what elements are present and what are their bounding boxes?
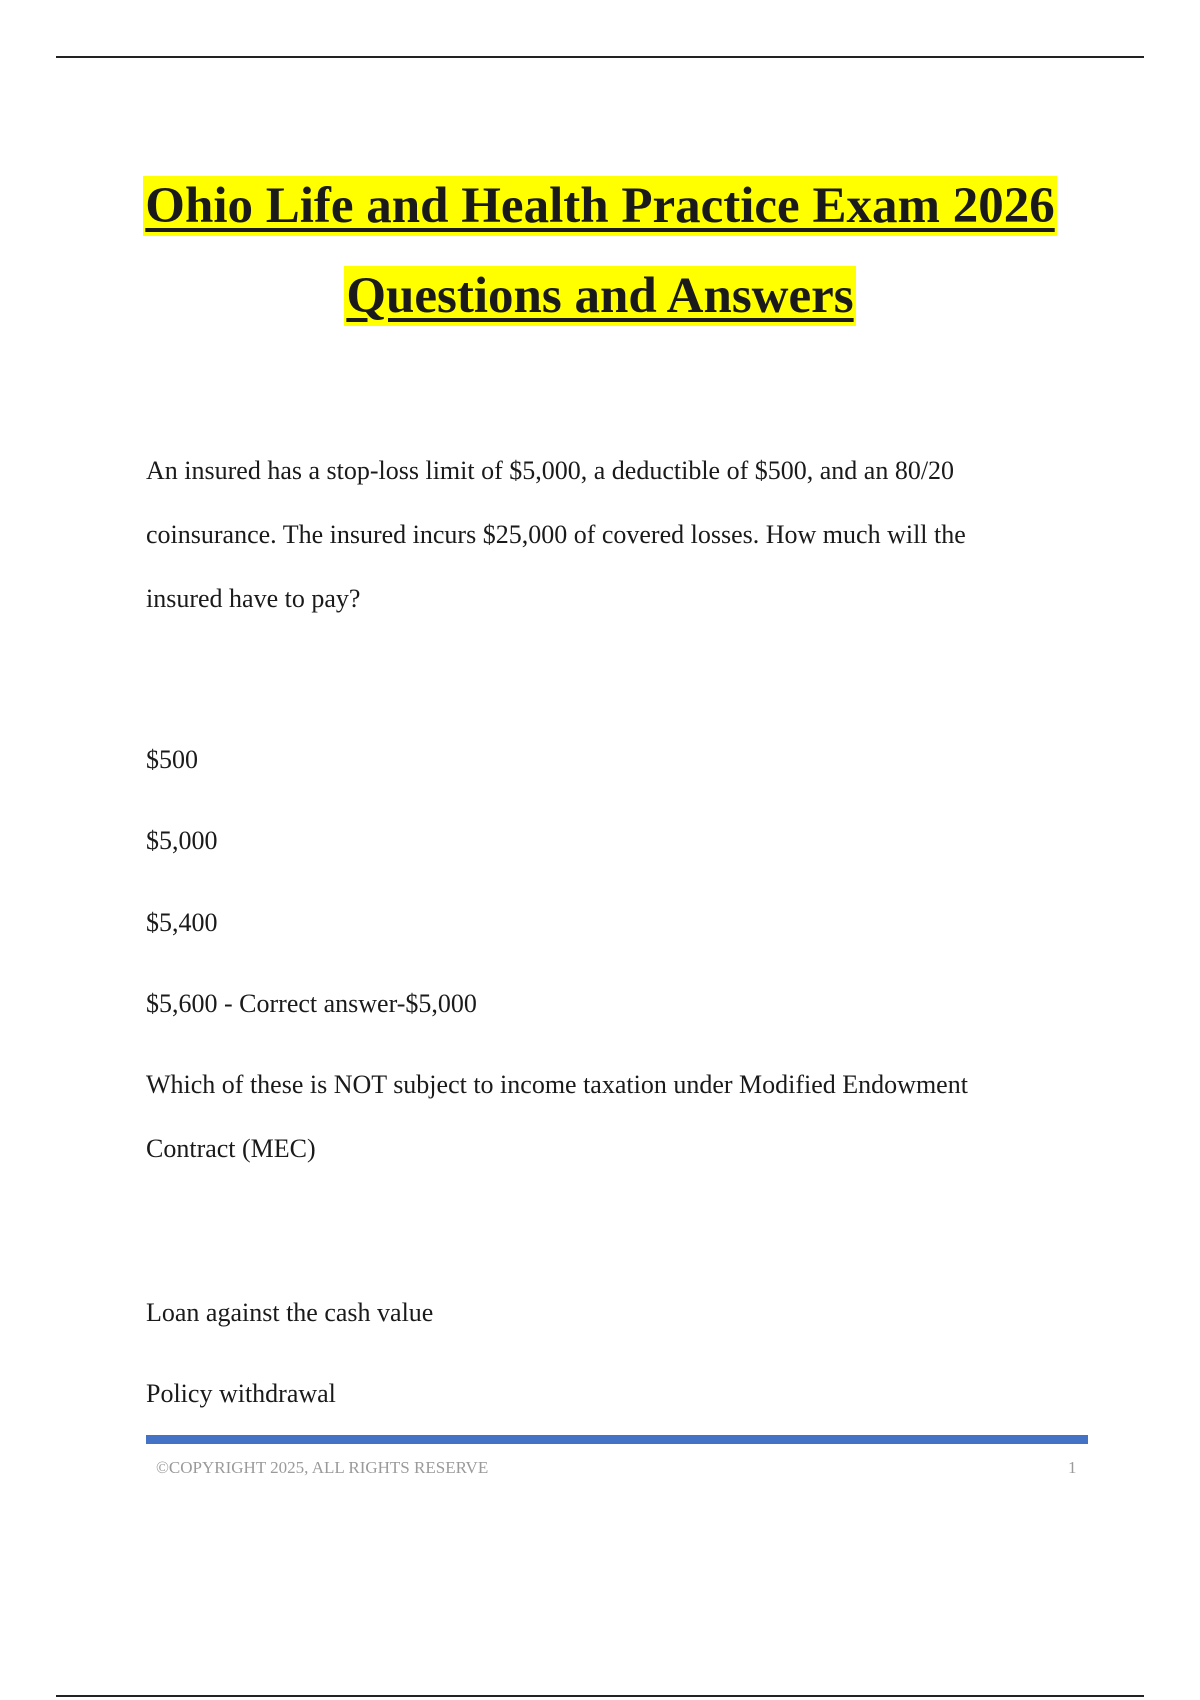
question-1-option-d-with-answer: $5,600 - Correct answer-$5,000 <box>146 989 477 1018</box>
question-2-line-2: Contract (MEC) <box>146 1134 316 1163</box>
question-1-line-3: insured have to pay? <box>146 584 361 613</box>
question-2-option-a: Loan against the cash value <box>146 1298 434 1327</box>
title-line-1: Ohio Life and Health Practice Exam 2026 <box>145 178 1055 234</box>
question-1-line-1: An insured has a stop-loss limit of $5,000, a deductible of $500, and an 80/20 <box>146 456 955 485</box>
question-1-option-a: $500 <box>146 745 198 774</box>
question-1-option-b: $5,000 <box>146 826 218 855</box>
top-rule <box>56 56 1144 58</box>
question-1-option-c: $5,400 <box>146 908 218 937</box>
bottom-rule <box>56 1695 1144 1697</box>
question-2-option-b: Policy withdrawal <box>146 1379 336 1408</box>
question-1-line-2: coinsurance. The insured incurs $25,000 of covered losses. How much will the <box>146 520 966 549</box>
footer-bar <box>146 1435 1088 1444</box>
question-2-line-1: Which of these is NOT subject to income taxation under Modified Endowment <box>146 1070 968 1099</box>
footer-page-number: 1 <box>1068 1458 1077 1477</box>
footer-copyright: ©COPYRIGHT 2025, ALL RIGHTS RESERVE <box>156 1458 489 1477</box>
title-line-2: Questions and Answers <box>346 268 854 324</box>
document-title <box>0 176 1200 326</box>
